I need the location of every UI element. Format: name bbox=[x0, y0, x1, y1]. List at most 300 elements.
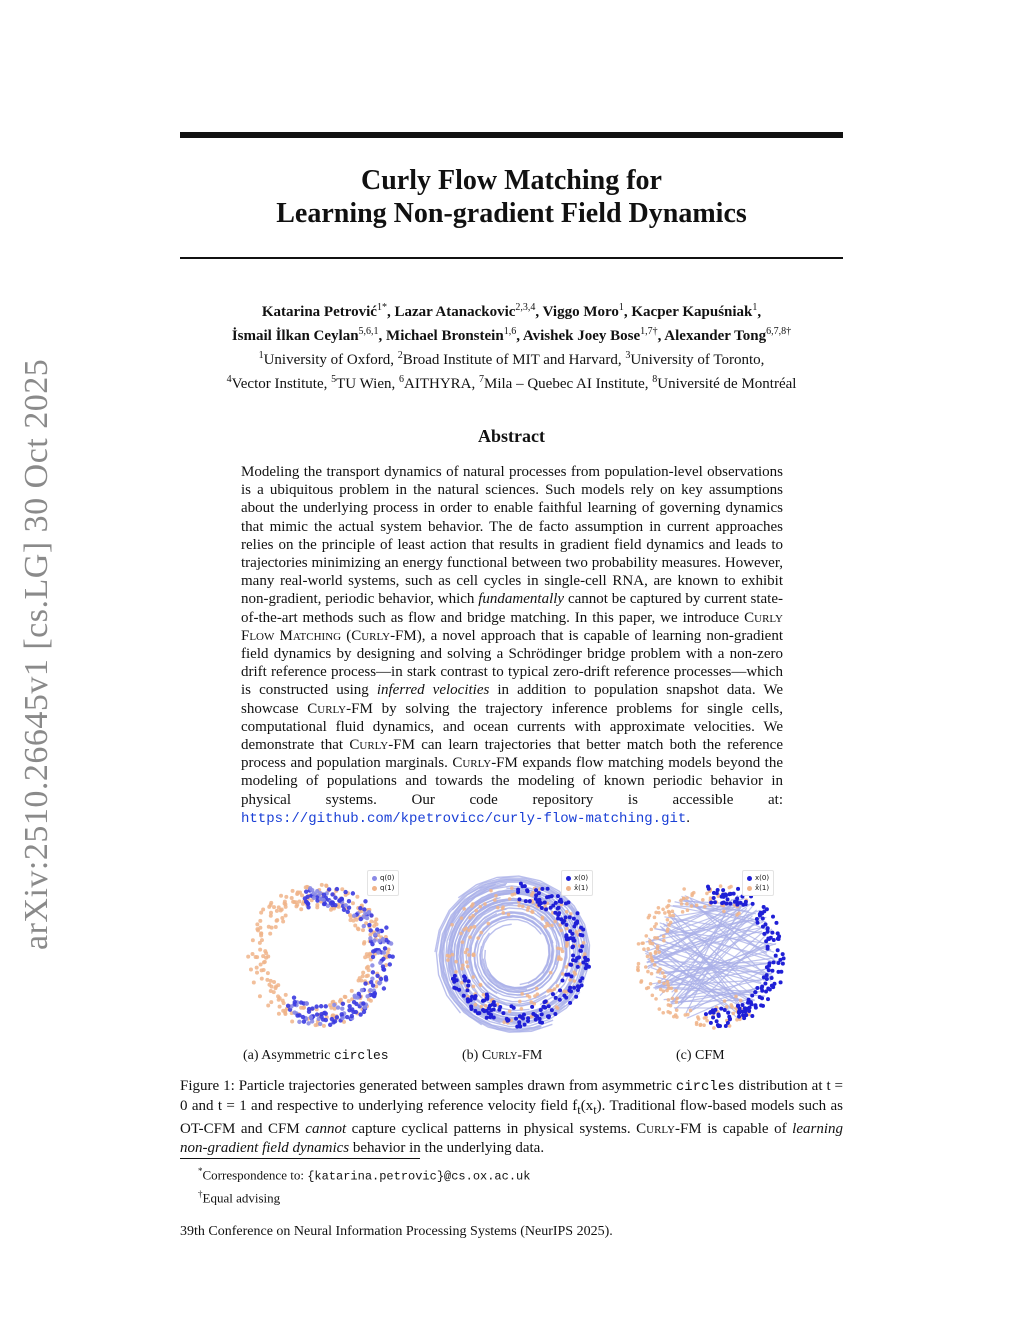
scatter-point-x1 bbox=[663, 975, 667, 979]
caption-text: (x bbox=[580, 1098, 594, 1114]
scatter-point-x1 bbox=[735, 913, 739, 917]
author-affil: 1 bbox=[752, 302, 758, 313]
scatter-point-q1 bbox=[272, 980, 276, 984]
scatter-point-q1 bbox=[268, 932, 272, 936]
scatter-point-x1 bbox=[474, 909, 478, 913]
panel-a-legend bbox=[367, 870, 399, 896]
scatter-point-x0 bbox=[572, 917, 576, 921]
scatter-point-x0 bbox=[779, 980, 783, 984]
scatter-point-q0 bbox=[365, 916, 369, 920]
scatter-point-q0 bbox=[343, 890, 347, 894]
scatter-point-q0 bbox=[351, 891, 355, 895]
scatter-point-q0 bbox=[329, 901, 333, 905]
scatter-point-q1 bbox=[351, 901, 355, 905]
scatter-point-x1 bbox=[650, 972, 654, 976]
scatter-point-x0 bbox=[474, 994, 478, 998]
scatter-point-x1 bbox=[732, 1012, 736, 1016]
panel-c-legend bbox=[742, 870, 774, 896]
scatter-point-x0 bbox=[568, 1001, 572, 1005]
scatter-point-x1 bbox=[645, 987, 649, 991]
scatter-point-x0 bbox=[551, 903, 555, 907]
scatter-point-x0 bbox=[758, 995, 762, 999]
affil-number: 1 bbox=[258, 350, 264, 361]
scatter-point-x0 bbox=[770, 976, 774, 980]
scatter-point-q0 bbox=[375, 974, 379, 978]
scatter-point-q1 bbox=[266, 971, 270, 975]
scatter-point-q0 bbox=[292, 995, 296, 999]
scatter-point-x0 bbox=[580, 976, 584, 980]
scatter-point-x0 bbox=[569, 963, 573, 967]
scatter-point-q0 bbox=[322, 1011, 326, 1015]
scatter-point-x1 bbox=[671, 914, 675, 918]
legend-entry: x(0) bbox=[755, 874, 770, 882]
footnote-text: Correspondence to: bbox=[202, 1167, 308, 1183]
figure-1 bbox=[235, 866, 805, 1066]
scatter-point-x0 bbox=[557, 911, 561, 915]
scatter-point-x0 bbox=[766, 997, 770, 1001]
abstract-text: expands flow matching models beyond the modeling of populations and towards the modeling of known periodic behavior in physical systems. Our code repository is accessible at: bbox=[241, 755, 784, 808]
scatter-point-x1 bbox=[712, 1026, 716, 1030]
scatter-point-x1 bbox=[460, 916, 464, 920]
scatter-point-q1 bbox=[278, 1005, 282, 1009]
scatter-point-x0 bbox=[578, 933, 582, 937]
scatter-point-x1 bbox=[658, 1007, 662, 1011]
scatter-point-x1 bbox=[666, 983, 670, 987]
scatter-point-q0 bbox=[360, 988, 364, 992]
scatter-point-x0 bbox=[564, 915, 568, 919]
scatter-point-q1 bbox=[252, 980, 256, 984]
scatter-point-x1 bbox=[528, 995, 532, 999]
scatter-point-x0 bbox=[509, 1004, 513, 1008]
scatter-point-x0 bbox=[571, 954, 575, 958]
scatter-point-x0 bbox=[713, 1008, 717, 1012]
scatter-point-x1 bbox=[473, 925, 477, 929]
scatter-point-x1 bbox=[466, 965, 470, 969]
scatter-point-x1 bbox=[472, 975, 476, 979]
scatter-point-x1 bbox=[653, 963, 657, 967]
subcaption-mono: circles bbox=[333, 1048, 389, 1063]
scatter-point-q0 bbox=[335, 887, 339, 891]
scatter-point-x0 bbox=[748, 1006, 752, 1010]
scatter-point-x0 bbox=[466, 984, 470, 988]
scatter-point-q0 bbox=[293, 1000, 297, 1004]
author-name: Alexander Tong bbox=[664, 328, 767, 344]
author-name: İsmail İlkan Ceylan bbox=[231, 328, 359, 344]
scatter-point-q1 bbox=[290, 1020, 294, 1024]
scatter-point-q1 bbox=[267, 983, 271, 987]
scatter-point-x0 bbox=[521, 1016, 525, 1020]
scatter-point-x0 bbox=[540, 887, 544, 891]
scatter-point-x1 bbox=[502, 1020, 506, 1024]
scatter-point-x1 bbox=[639, 980, 643, 984]
scatter-point-q0 bbox=[297, 1020, 301, 1024]
scatter-point-x0 bbox=[526, 1019, 530, 1023]
scatter-point-x0 bbox=[711, 1015, 715, 1019]
scatter-point-x0 bbox=[575, 911, 579, 915]
scatter-point-x0 bbox=[534, 893, 538, 897]
scatter-point-x0 bbox=[544, 907, 548, 911]
method-name: Curly Flow Matching bbox=[241, 609, 783, 644]
scatter-point-x1 bbox=[719, 884, 723, 888]
scatter-point-q0 bbox=[378, 961, 382, 965]
scatter-point-x1 bbox=[695, 903, 699, 907]
scatter-point-x0 bbox=[543, 1006, 547, 1010]
scatter-point-x1 bbox=[550, 924, 554, 928]
scatter-point-q0 bbox=[319, 897, 323, 901]
scatter-point-x1 bbox=[739, 999, 743, 1003]
scatter-point-q0 bbox=[362, 924, 366, 928]
scatter-point-x1 bbox=[559, 929, 563, 933]
footnote-correspondence bbox=[198, 1162, 530, 1185]
scatter-point-x1 bbox=[471, 914, 475, 918]
author-name: Avishek Joey Bose bbox=[522, 328, 641, 344]
trajectory-line bbox=[481, 933, 551, 992]
scatter-point-x0 bbox=[470, 995, 474, 999]
scatter-point-q0 bbox=[306, 902, 310, 906]
scatter-point-x1 bbox=[727, 886, 731, 890]
scatter-point-x1 bbox=[541, 917, 545, 921]
scatter-point-x0 bbox=[570, 945, 574, 949]
scatter-point-q1 bbox=[361, 974, 365, 978]
scatter-point-x0 bbox=[482, 999, 486, 1003]
scatter-point-q1 bbox=[314, 1023, 318, 1027]
caption-sub: t bbox=[593, 1103, 597, 1117]
scatter-point-q0 bbox=[373, 932, 377, 936]
scatter-point-q0 bbox=[368, 936, 372, 940]
scatter-point-x0 bbox=[530, 1005, 534, 1009]
caption-text: distribution at t = 0 and t = 1 and respective to underlying reference velocity field f bbox=[180, 1078, 843, 1114]
scatter-point-q1 bbox=[297, 899, 301, 903]
abstract-text: Modeling the transport dynamics of natural processes from population-level observations is a ubiquitous problem in the natural sciences. Such models rely on key assumptions about the underlying process in order to enable faithful learning of governing dynamics that mimic the actual system behavior. The de facto assumption in current approaches relies on the principle of least action that results in gradient field dynamics and leads to trajectories minimizing an energy functional between two probability measures. However, many real-world systems, such as cell cycles in single-cell RNA, are known to exhibit non-gradient, periodic behavior, which bbox=[241, 464, 783, 608]
scatter-point-x1 bbox=[651, 942, 655, 946]
title-top-rule bbox=[180, 132, 843, 138]
panel-b-legend bbox=[561, 870, 593, 896]
legend-entry: q(0) bbox=[380, 874, 395, 882]
scatter-point-q0 bbox=[336, 1005, 340, 1009]
scatter-point-x1 bbox=[675, 1000, 679, 1004]
scatter-point-x1 bbox=[695, 1022, 699, 1026]
scatter-point-x0 bbox=[750, 1014, 754, 1018]
subcaption-text: (b) bbox=[462, 1048, 482, 1063]
scatter-point-q1 bbox=[259, 963, 263, 967]
scatter-point-x0 bbox=[772, 938, 776, 942]
scatter-point-x1 bbox=[667, 998, 671, 1002]
scatter-point-x1 bbox=[671, 997, 675, 1001]
scatter-point-q1 bbox=[284, 993, 288, 997]
scatter-point-q0 bbox=[371, 992, 375, 996]
scatter-point-q0 bbox=[319, 1015, 323, 1019]
scatter-point-q1 bbox=[258, 919, 262, 923]
scatter-point-q1 bbox=[356, 926, 360, 930]
scatter-point-x1 bbox=[565, 965, 569, 969]
scatter-point-q1 bbox=[250, 952, 254, 956]
scatter-point-x0 bbox=[539, 1008, 543, 1012]
scatter-point-x0 bbox=[540, 906, 544, 910]
scatter-point-x0 bbox=[515, 1025, 519, 1029]
scatter-point-x0 bbox=[518, 1014, 522, 1018]
scatter-point-q1 bbox=[274, 925, 278, 929]
scatter-point-x0 bbox=[565, 937, 569, 941]
scatter-point-x0 bbox=[766, 926, 770, 930]
scatter-point-x1 bbox=[667, 923, 671, 927]
scatter-point-x1 bbox=[705, 1019, 709, 1023]
scatter-point-x0 bbox=[761, 925, 765, 929]
scatter-point-x0 bbox=[467, 979, 471, 983]
scatter-point-q0 bbox=[368, 928, 372, 932]
scatter-point-x0 bbox=[569, 936, 573, 940]
scatter-point-x0 bbox=[580, 944, 584, 948]
scatter-point-x0 bbox=[538, 1020, 542, 1024]
code-repository-link[interactable]: https://github.com/kpetrovicc/curly-flow-matching.git bbox=[241, 810, 687, 827]
scatter-point-x0 bbox=[744, 902, 748, 906]
scatter-point-x0 bbox=[768, 987, 772, 991]
author-affil: 6,7,8† bbox=[766, 326, 792, 337]
affiliation-line-1 bbox=[150, 346, 873, 370]
scatter-point-x0 bbox=[761, 917, 765, 921]
footnote-text: Equal advising bbox=[202, 1190, 281, 1206]
scatter-point-q1 bbox=[261, 954, 265, 958]
abstract-text: can learn trajectories that better match both the reference process and population marginals. bbox=[241, 737, 783, 772]
scatter-point-x1 bbox=[672, 1015, 676, 1019]
correspondence-email: {katarina.petrovic}@cs.ox.ac.uk bbox=[307, 1169, 531, 1184]
scatter-point-q1 bbox=[367, 968, 371, 972]
legend-entry: q(1) bbox=[380, 884, 395, 892]
scatter-point-q1 bbox=[283, 1009, 287, 1013]
scatter-point-x1 bbox=[651, 994, 655, 998]
scatter-point-x1 bbox=[701, 898, 705, 902]
scatter-point-x0 bbox=[704, 1012, 708, 1016]
scatter-point-x1 bbox=[675, 997, 679, 1001]
method-name: Curly-FM bbox=[636, 1121, 702, 1137]
scatter-point-x0 bbox=[715, 891, 719, 895]
scatter-point-q1 bbox=[361, 971, 365, 975]
scatter-point-x0 bbox=[534, 1018, 538, 1022]
affiliation: Broad Institute of MIT and Harvard, bbox=[402, 352, 626, 368]
scatter-point-q0 bbox=[335, 1015, 339, 1019]
scatter-point-x0 bbox=[542, 1000, 546, 1004]
affil-number: 4 bbox=[226, 374, 232, 385]
scatter-point-x1 bbox=[472, 953, 476, 957]
scatter-point-x1 bbox=[640, 941, 644, 945]
scatter-point-x1 bbox=[667, 1003, 671, 1007]
scatter-point-x1 bbox=[656, 947, 660, 951]
scatter-point-q0 bbox=[363, 981, 367, 985]
scatter-point-x0 bbox=[755, 917, 759, 921]
method-name: Curly-FM bbox=[351, 627, 417, 644]
scatter-point-q1 bbox=[340, 887, 344, 891]
scatter-point-x0 bbox=[572, 924, 576, 928]
affiliation: AITHYRA, bbox=[404, 376, 479, 392]
scatter-point-x1 bbox=[658, 980, 662, 984]
scatter-point-x1 bbox=[549, 971, 553, 975]
scatter-point-q1 bbox=[264, 951, 268, 955]
scatter-point-x0 bbox=[543, 900, 547, 904]
scatter-point-x0 bbox=[564, 923, 568, 927]
scatter-point-x1 bbox=[467, 928, 471, 932]
scatter-point-q1 bbox=[299, 907, 303, 911]
scatter-point-x1 bbox=[568, 978, 572, 982]
scatter-point-x0 bbox=[477, 1011, 481, 1015]
author-affil: 2,3,4 bbox=[515, 302, 536, 313]
scatter-point-x0 bbox=[776, 948, 780, 952]
abstract-text: in addition to population snapshot data. We showcase bbox=[241, 682, 783, 717]
scatter-point-x0 bbox=[559, 898, 563, 902]
scatter-point-q1 bbox=[284, 913, 288, 917]
scatter-point-x1 bbox=[474, 1003, 478, 1007]
scatter-point-x0 bbox=[463, 979, 467, 983]
scatter-point-x0 bbox=[558, 998, 562, 1002]
scatter-point-x1 bbox=[722, 910, 726, 914]
scatter-point-x1 bbox=[699, 1023, 703, 1027]
trajectory-line bbox=[501, 917, 549, 985]
scatter-point-q1 bbox=[275, 918, 279, 922]
scatter-point-x1 bbox=[668, 1011, 672, 1015]
scatter-point-x1 bbox=[575, 930, 579, 934]
scatter-point-q1 bbox=[299, 1006, 303, 1010]
scatter-point-x0 bbox=[579, 926, 583, 930]
scatter-point-q0 bbox=[359, 917, 363, 921]
scatter-point-x1 bbox=[650, 958, 654, 962]
scatter-point-q0 bbox=[310, 1019, 314, 1023]
scatter-point-x0 bbox=[550, 894, 554, 898]
scatter-point-x0 bbox=[569, 974, 573, 978]
scatter-point-x1 bbox=[666, 980, 670, 984]
scatter-point-x0 bbox=[576, 965, 580, 969]
scatter-point-x1 bbox=[530, 910, 534, 914]
scatter-point-x1 bbox=[658, 967, 662, 971]
scatter-point-q1 bbox=[320, 883, 324, 887]
paper-title bbox=[180, 164, 843, 230]
scatter-point-q1 bbox=[322, 1024, 326, 1028]
scatter-point-x1 bbox=[729, 1003, 733, 1007]
abstract-text: by solving the trajectory inference problems for single cells, computational fluid dynamics, and ocean currents with approximate velocities. We demonstrate that bbox=[241, 700, 783, 754]
scatter-point-q0 bbox=[322, 893, 326, 897]
scatter-point-x0 bbox=[579, 949, 583, 953]
scatter-point-x0 bbox=[768, 961, 772, 965]
scatter-point-x1 bbox=[657, 950, 661, 954]
scatter-point-x0 bbox=[726, 897, 730, 901]
scatter-point-q1 bbox=[255, 955, 259, 959]
scatter-point-q1 bbox=[355, 895, 359, 899]
scatter-point-q0 bbox=[370, 963, 374, 967]
scatter-point-x1 bbox=[690, 892, 694, 896]
scatter-point-q1 bbox=[246, 955, 250, 959]
scatter-point-x1 bbox=[654, 911, 658, 915]
scatter-point-x1 bbox=[484, 1004, 488, 1008]
scatter-point-x1 bbox=[675, 1008, 679, 1012]
scatter-point-q0 bbox=[309, 1015, 313, 1019]
scatter-point-x1 bbox=[682, 887, 686, 891]
scatter-point-x0 bbox=[737, 1015, 741, 1019]
scatter-point-x1 bbox=[553, 920, 557, 924]
scatter-point-x0 bbox=[558, 988, 562, 992]
footnote-mark: * bbox=[198, 1166, 203, 1176]
scatter-point-q1 bbox=[300, 893, 304, 897]
scatter-point-x1 bbox=[662, 939, 666, 943]
scatter-point-q0 bbox=[382, 950, 386, 954]
scatter-point-x0 bbox=[489, 1008, 493, 1012]
scatter-point-x1 bbox=[657, 906, 661, 910]
scatter-point-x1 bbox=[544, 925, 548, 929]
legend-entry: x(0) bbox=[574, 874, 589, 882]
scatter-point-q0 bbox=[346, 910, 350, 914]
scatter-point-x1 bbox=[446, 958, 450, 962]
author-affil: 5,6,1 bbox=[358, 326, 379, 337]
scatter-point-q1 bbox=[260, 968, 264, 972]
scatter-point-x1 bbox=[569, 912, 573, 916]
scatter-point-x1 bbox=[668, 914, 672, 918]
scatter-point-x1 bbox=[507, 913, 511, 917]
scatter-point-q1 bbox=[284, 895, 288, 899]
scatter-point-x1 bbox=[501, 911, 505, 915]
scatter-point-q0 bbox=[363, 911, 367, 915]
scatter-point-x0 bbox=[735, 897, 739, 901]
scatter-point-q1 bbox=[350, 989, 354, 993]
scatter-point-x0 bbox=[584, 958, 588, 962]
author-affil: 1* bbox=[376, 302, 387, 313]
scatter-point-x0 bbox=[771, 915, 775, 919]
scatter-point-x1 bbox=[559, 957, 563, 961]
scatter-point-x0 bbox=[485, 1016, 489, 1020]
caption-sub: t bbox=[577, 1103, 581, 1117]
subcaption-text: (a) Asymmetric bbox=[243, 1048, 334, 1063]
scatter-point-x0 bbox=[564, 973, 568, 977]
scatter-point-q1 bbox=[272, 905, 276, 909]
scatter-point-x1 bbox=[521, 905, 525, 909]
scatter-point-q1 bbox=[296, 890, 300, 894]
scatter-point-x0 bbox=[562, 919, 566, 923]
scatter-point-q1 bbox=[269, 979, 273, 983]
scatter-point-q1 bbox=[255, 922, 259, 926]
scatter-point-x0 bbox=[766, 947, 770, 951]
scatter-point-q0 bbox=[352, 913, 356, 917]
scatter-point-x0 bbox=[760, 986, 764, 990]
author-affil: 1 bbox=[618, 302, 624, 313]
scatter-point-q0 bbox=[358, 906, 362, 910]
scatter-point-q0 bbox=[369, 913, 373, 917]
scatter-point-x1 bbox=[459, 932, 463, 936]
scatter-point-x1 bbox=[463, 928, 467, 932]
scatter-point-q0 bbox=[314, 1004, 318, 1008]
scatter-point-x1 bbox=[479, 931, 483, 935]
scatter-point-x1 bbox=[636, 969, 640, 973]
scatter-point-q1 bbox=[258, 926, 262, 930]
scatter-point-x0 bbox=[538, 898, 542, 902]
affil-number: 7 bbox=[479, 374, 484, 385]
scatter-point-x0 bbox=[491, 1003, 495, 1007]
scatter-point-x1 bbox=[661, 1011, 665, 1015]
scatter-point-x0 bbox=[514, 1017, 518, 1021]
scatter-point-q0 bbox=[382, 986, 386, 990]
scatter-point-q0 bbox=[362, 1010, 366, 1014]
affiliation: TU Wien, bbox=[336, 376, 399, 392]
scatter-point-x0 bbox=[755, 986, 759, 990]
scatter-point-x1 bbox=[479, 983, 483, 987]
scatter-point-x0 bbox=[516, 888, 520, 892]
method-name: Curly-FM bbox=[307, 700, 373, 717]
scatter-point-x1 bbox=[565, 927, 569, 931]
scatter-point-x1 bbox=[461, 963, 465, 967]
scatter-point-x0 bbox=[740, 1003, 744, 1007]
method-name: Curly-FM bbox=[452, 755, 518, 772]
scatter-point-x1 bbox=[649, 952, 653, 956]
scatter-point-x1 bbox=[582, 941, 586, 945]
scatter-point-x1 bbox=[556, 1006, 560, 1010]
scatter-point-x0 bbox=[762, 975, 766, 979]
scatter-point-x0 bbox=[754, 1006, 758, 1010]
subcaption-a bbox=[243, 1048, 389, 1064]
scatter-point-x0 bbox=[568, 915, 572, 919]
